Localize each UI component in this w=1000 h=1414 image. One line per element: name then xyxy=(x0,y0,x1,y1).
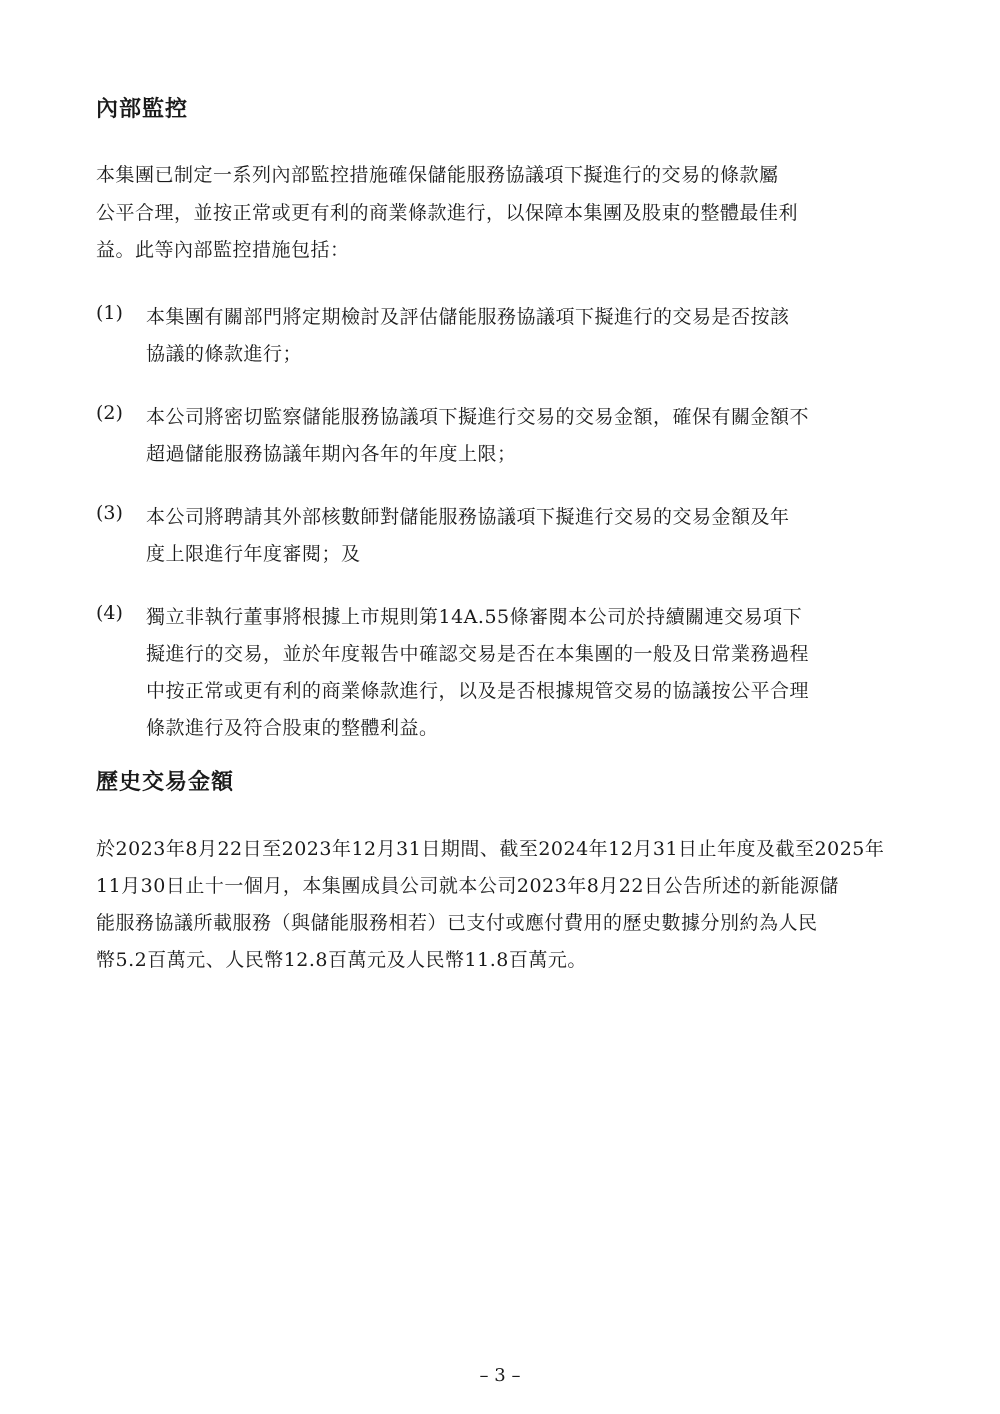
list-item-line: 超過儲能服務協議年期內各年的年度上限； xyxy=(146,443,517,465)
paragraph-line: 益。此等內部監控措施包括： xyxy=(96,239,350,261)
section-heading-internal-control: 內部監控 xyxy=(96,96,189,122)
list-item-line: 本集團有關部門將定期檢討及評估儲能服務協議項下擬進行的交易是否按該 xyxy=(146,306,790,328)
list-item-number: (1) xyxy=(96,302,123,324)
list-item-line: 獨立非執行董事將根據上市規則第14A.55條審閱本公司於持續關連交易項下 xyxy=(146,606,803,628)
paragraph-line: 公平合理，並按正常或更有利的商業條款進行，以保障本集團及股東的整體最佳利 xyxy=(96,202,799,224)
list-item-line: 協議的條款進行； xyxy=(146,343,303,365)
list-item-line: 本公司將密切監察儲能服務協議項下擬進行交易的交易金額，確保有關金額不 xyxy=(146,406,810,428)
list-item-number: (4) xyxy=(96,602,123,624)
list-item-line: 條款進行及符合股東的整體利益。 xyxy=(146,717,439,739)
list-item-number: (2) xyxy=(96,402,123,424)
list-item-line: 度上限進行年度審閱；及 xyxy=(146,543,361,565)
paragraph-line: 能服務協議所載服務（與儲能服務相若）已支付或應付費用的歷史數據分別約為人民 xyxy=(96,912,818,934)
section-heading-historical-amounts: 歷史交易金額 xyxy=(96,769,235,795)
paragraph-line: 11月30日止十一個月，本集團成員公司就本公司2023年8月22日公告所述的新能源儲 xyxy=(96,875,839,897)
paragraph-line: 幣5.2百萬元、人民幣12.8百萬元及人民幣11.8百萬元。 xyxy=(96,949,587,971)
paragraph-line: 於2023年8月22日至2023年12月31日期間、截至2024年12月31日止年度及截至2025年 xyxy=(96,838,885,860)
page-number: – 3 – xyxy=(479,1365,521,1386)
list-item-number: (3) xyxy=(96,502,123,524)
list-item-line: 中按正常或更有利的商業條款進行，以及是否根據規管交易的協議按公平合理 xyxy=(146,680,810,702)
paragraph-line: 本集團已制定一系列內部監控措施確保儲能服務協議項下擬進行的交易的條款屬 xyxy=(96,164,779,186)
list-item-line: 本公司將聘請其外部核數師對儲能服務協議項下擬進行交易的交易金額及年 xyxy=(146,506,790,528)
list-item-line: 擬進行的交易，並於年度報告中確認交易是否在本集團的一般及日常業務過程 xyxy=(146,643,810,665)
